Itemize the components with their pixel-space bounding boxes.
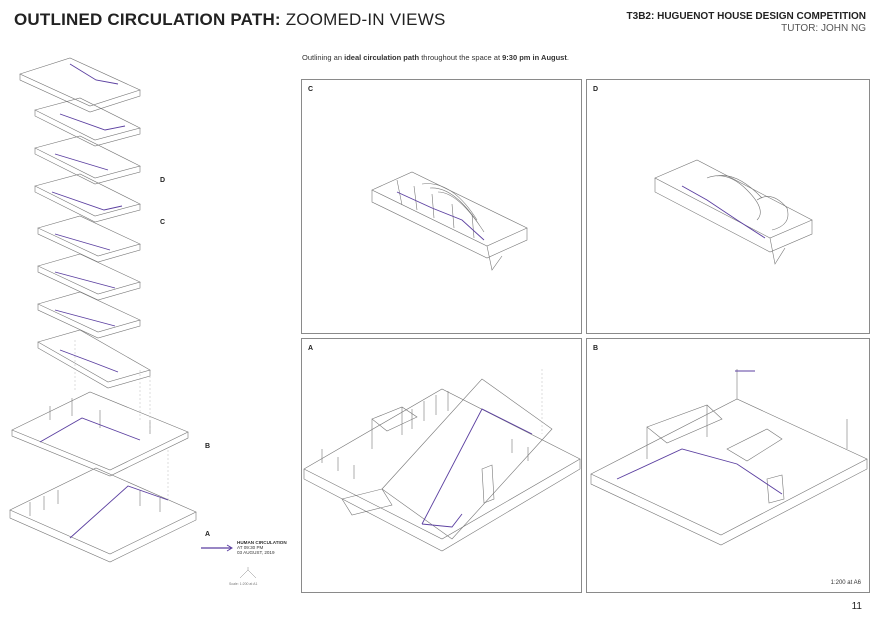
page-number: 11 [851,601,862,612]
scale-label: 1:200 at A6 [830,580,861,586]
circulation-arrow-icon [201,538,235,554]
legend-line3: 03 AUGUST, 2019 [237,550,275,556]
panel-c-drawing [302,80,581,333]
stack-label-d: D [160,177,166,184]
stack-label-c: C [160,219,166,226]
panel-d [586,79,870,334]
panel-c-label: C [308,86,314,93]
panel-a-drawing [302,339,581,592]
tutor-name: TUTOR: JOHN NG [781,23,866,34]
panel-c [301,79,582,334]
stack-label-a: A [205,531,211,538]
competition-info [627,11,866,35]
panel-d-label: D [593,86,599,93]
exploded-axonometric-stack [0,40,200,605]
panel-a-label: A [308,345,314,352]
north-arrow-icon [238,566,258,580]
competition-title: T3B2: HUGUENOT HOUSE DESIGN COMPETITION [626,11,866,22]
circulation-legend [201,538,287,559]
stack-label-b: B [205,443,211,450]
stack-drawing [0,40,200,600]
panel-b-label: B [593,345,599,352]
legend-line1: HUMAN CIRCULATION [237,540,287,545]
panel-b-drawing [587,339,869,592]
panel-a [301,338,582,593]
legend-text [237,540,287,556]
panel-d-drawing [587,80,869,333]
panel-b [586,338,870,593]
page-title: OUTLINED CIRCULATION PATH: ZOOMED-IN VIEWS [14,10,446,29]
scale-note: Scale: 1:200 at A1 [229,582,258,586]
legend-line2: AT 09:30 PM [237,545,264,551]
intro-text: Outlining an ideal circulation path throughout the space at 9:30 pm in August. [302,53,569,62]
